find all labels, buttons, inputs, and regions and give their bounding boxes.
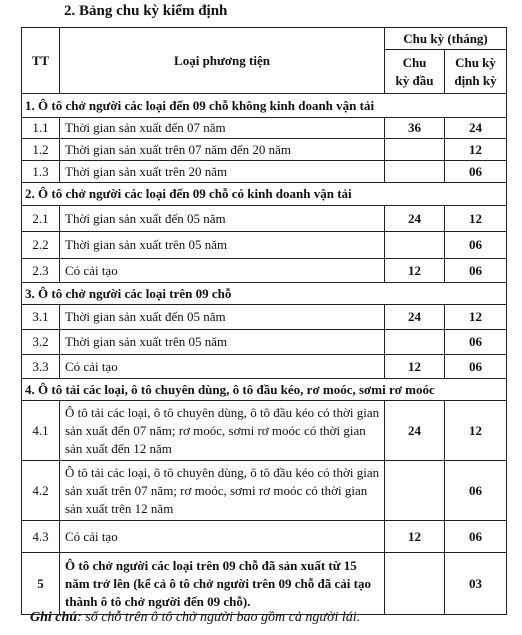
table-row: 4.3 Có cải tạo 12 06	[22, 521, 507, 553]
inspection-cycle-table	[21, 27, 507, 615]
table-row: 2.3 Có cải tạo 12 06	[22, 259, 507, 283]
footnote	[30, 610, 360, 626]
header-first-cycle: Chu kỳ đầu	[385, 50, 445, 94]
table-row: 4.2 Ô tô tải các loại, ô tô chuyên dùng, ô tô đầu kéo có thời gian sản xuất trên 07 năm; rơ moóc, sơmi rơ moóc có thời gian sản xuất trên 12 năm 06	[22, 461, 507, 521]
header-vehicle-type: Loại phương tiện	[60, 28, 385, 94]
table-row: 2.1 Thời gian sản xuất đến 05 năm 24 12	[22, 206, 507, 232]
table-row: 2.2 Thời gian sản xuất trên 05 năm 06	[22, 232, 507, 259]
group-heading: 4. Ô tô tải các loại, ô tô chuyên dùng, ô tô đầu kéo, rơ moóc, sơmi rơ moóc	[22, 379, 507, 401]
header-periodic-cycle: Chu kỳ định kỳ	[445, 50, 507, 94]
table-row: 1.2 Thời gian sản xuất trên 07 năm đến 20 năm 12	[22, 139, 507, 161]
table-row: 3.2 Thời gian sản xuất trên 05 năm 06	[22, 330, 507, 355]
table-row: 1.1 Thời gian sản xuất đến 07 năm 36 24	[22, 118, 507, 139]
table-row: 5 Ô tô chở người các loại trên 09 chỗ đã sản xuất từ 15 năm trở lên (kể cả ô tô chở người trên 09 chỗ đã cải tạo thành ô tô chở người đến 09 chỗ). 03	[22, 553, 507, 615]
header-tt: TT	[22, 28, 60, 94]
table-row: 1.3 Thời gian sản xuất trên 20 năm 06	[22, 161, 507, 183]
footnote-text: : số chỗ trên ô tô chở người bao gồm cả người lái.	[77, 610, 361, 625]
group-heading: 3. Ô tô chở người các loại trên 09 chỗ	[22, 283, 507, 305]
table-row: 3.1 Thời gian sản xuất đến 05 năm 24 12	[22, 305, 507, 330]
table-row: 4.1 Ô tô tải các loại, ô tô chuyên dùng, ô tô đầu kéo có thời gian sản xuất đến 07 năm; rơ moóc, sơmi rơ moóc có thời gian sản xuất đến 12 năm 24 12	[22, 401, 507, 461]
footnote-label: Ghi chú	[30, 610, 78, 625]
section-title: 2. Bảng chu kỳ kiểm định	[64, 3, 228, 19]
group-heading: 1. Ô tô chở người các loại đến 09 chỗ không kinh doanh vận tải	[22, 94, 507, 118]
header-cycle: Chu kỳ (tháng)	[385, 28, 507, 50]
group-heading: 2. Ô tô chở người các loại đến 09 chỗ có kinh doanh vận tải	[22, 183, 507, 206]
table-row: 3.3 Có cải tạo 12 06	[22, 355, 507, 379]
